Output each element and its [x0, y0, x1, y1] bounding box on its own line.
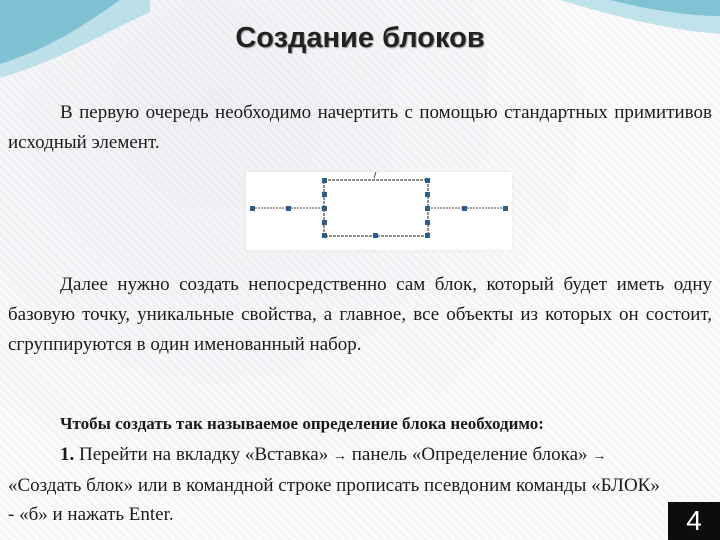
step-1	[8, 440, 668, 529]
grip-point	[250, 206, 255, 211]
paragraph-intro: В первую очередь необходимо начертить с помощью стандартных примитивов исходный элемент.	[8, 102, 712, 153]
step-text-part-2: панель «Определение блока»	[347, 444, 593, 465]
instruction-heading: Чтобы создать так называемое определение блока необходимо:	[60, 414, 544, 433]
grip-points	[250, 178, 508, 238]
grip-point	[322, 206, 327, 211]
page-number: 4	[668, 502, 720, 540]
grip-point	[425, 178, 430, 183]
grip-point	[322, 220, 327, 225]
grip-point	[503, 206, 508, 211]
step-number: 1.	[60, 444, 75, 465]
slide-title: Создание блоков	[235, 22, 485, 54]
grip-point	[425, 192, 430, 197]
grip-point	[322, 192, 327, 197]
grip-point	[322, 233, 327, 238]
grip-point	[425, 233, 430, 238]
block-diagram-drawing	[246, 172, 512, 250]
grip-point	[425, 206, 430, 211]
grip-point	[286, 206, 291, 211]
grip-point	[322, 178, 327, 183]
block-rectangle	[324, 180, 428, 236]
grip-point	[425, 220, 430, 225]
grip-point	[373, 233, 378, 238]
step-text-part-3: «Создать блок» или в командной строке прописать псевдоним команды «БЛОК» - «б» и нажать Enter.	[8, 475, 660, 525]
step-text-part-1: Перейти на вкладку «Вставка»	[74, 444, 333, 465]
cursor-mark	[374, 172, 376, 178]
block-diagram	[246, 172, 512, 250]
arrow-right-icon: →	[333, 449, 347, 464]
paragraph-block-description: Далее нужно создать непосредственно сам блок, который будет иметь одну базовую точку, уникальные свойства, а главное, все объекты из которых он состоит, сгруппируются в один именованный набор.	[8, 274, 712, 355]
grip-point	[462, 206, 467, 211]
arrow-right-icon: →	[592, 449, 607, 464]
